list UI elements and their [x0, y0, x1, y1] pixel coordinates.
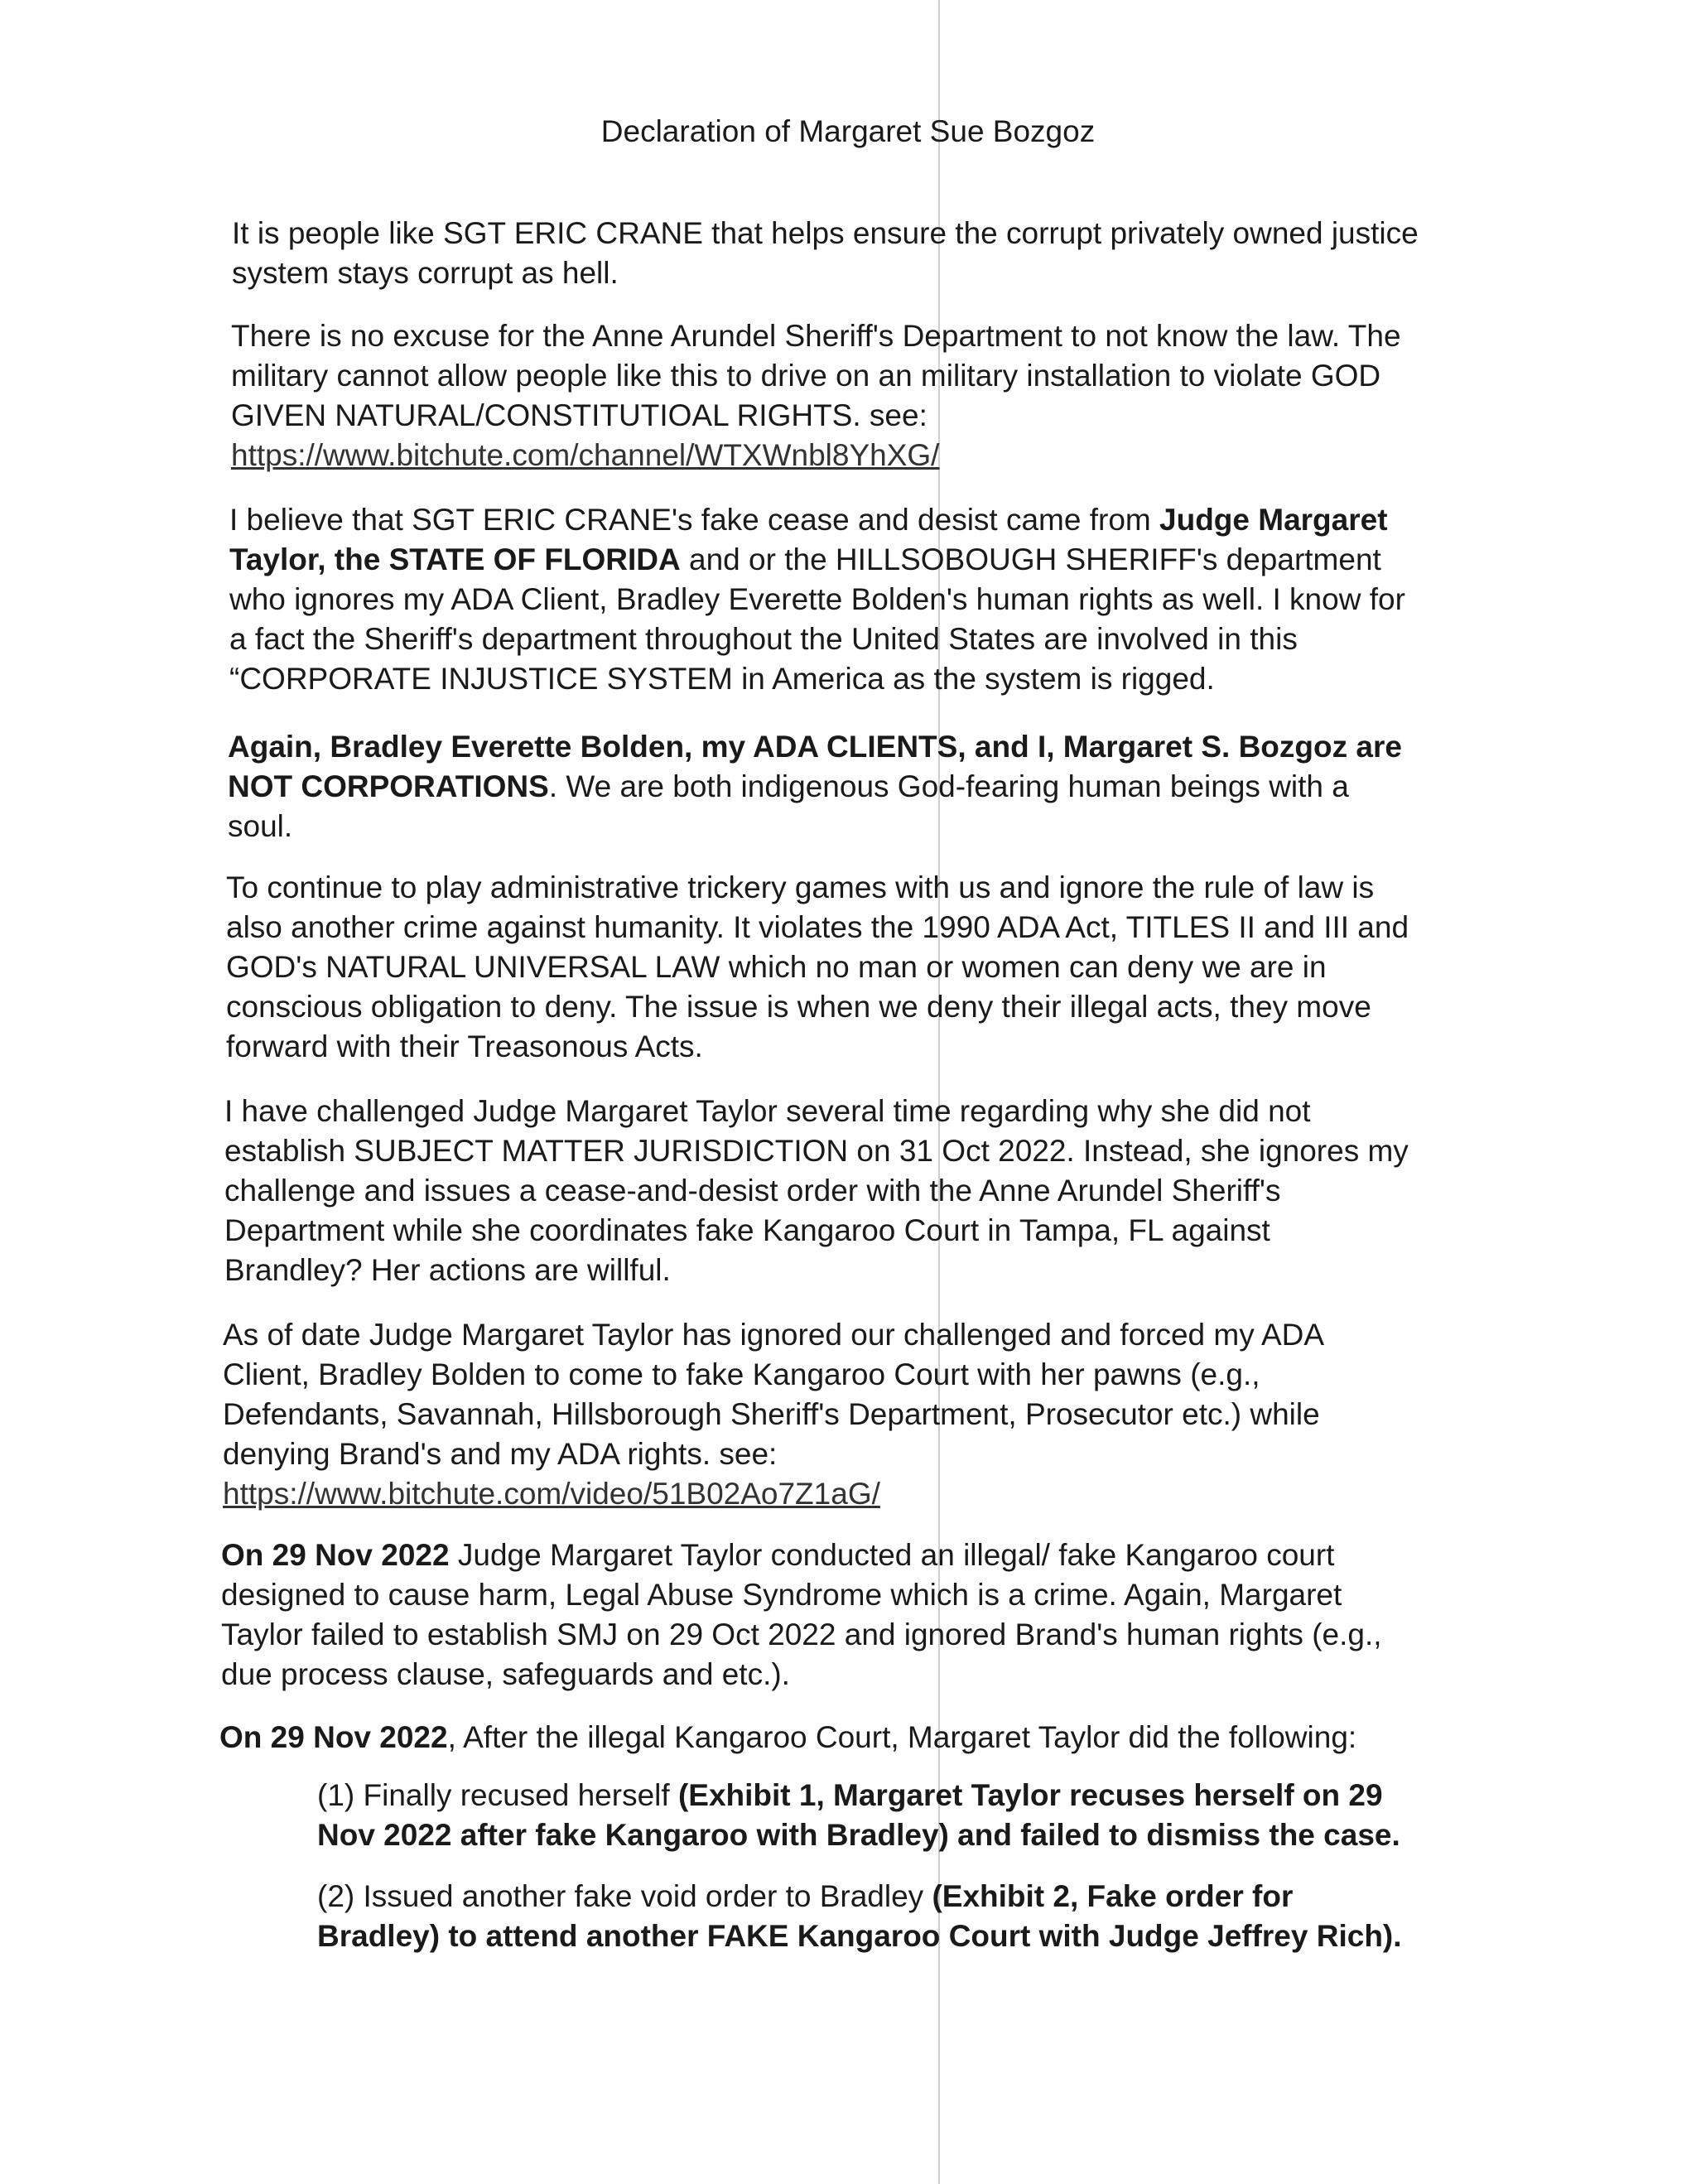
p4-line-2-text: . We are both indigenous God-fearing human beings with a	[548, 769, 1349, 803]
p3-line-1-text: I believe that SGT ERIC CRANE's fake cease and desist came from	[229, 503, 1160, 537]
p7-line-3: Defendants, Savannah, Hillsborough Sheriff's Department, Prosecutor etc.) while	[223, 1397, 1320, 1431]
item2-line-1-bold: (Exhibit 2, Fake order for	[932, 1879, 1294, 1913]
p4-line-1: Again, Bradley Everette Bolden, my ADA CLIENTS, and I, Margaret S. Bozgoz are	[228, 730, 1402, 764]
p7-line-2: Client, Bradley Bolden to come to fake Kangaroo Court with her pawns (e.g.,	[223, 1357, 1260, 1391]
p2-line-3: GIVEN NATURAL/CONSTITUTIOAL RIGHTS. see:	[231, 398, 928, 432]
p4-line-3: soul.	[228, 809, 293, 843]
p5-line-1: To continue to play administrative trickery games with us and ignore the rule of law is	[226, 870, 1375, 904]
paragraph-2	[231, 316, 1401, 475]
paragraph-6	[224, 1092, 1409, 1290]
p8-date: On 29 Nov 2022	[221, 1538, 450, 1572]
p5-line-2: also another crime against humanity. It violates the 1990 ADA Act, TITLES II and III and	[226, 910, 1409, 944]
p8-line-4: due process clause, safeguards and etc.).	[221, 1657, 790, 1691]
paragraph-9	[219, 1718, 1356, 1757]
p2-line-1: There is no excuse for the Anne Arundel Sheriff's Department to not know the law. The	[231, 319, 1401, 353]
p3-line-5: “CORPORATE INJUSTICE SYSTEM in America as the system is rigged.	[229, 662, 1215, 696]
p3-line-2-text: and or the HILLSOBOUGH SHERIFF's department	[680, 542, 1381, 576]
p2-line-2: military cannot allow people like this to drive on an military installation to violate GOD	[231, 359, 1381, 393]
p9-date: On 29 Nov 2022	[219, 1720, 448, 1754]
paragraph-4	[228, 727, 1402, 846]
document-title: Declaration of Margaret Sue Bozgoz	[600, 114, 1096, 148]
item2-line-2: Bradley) to attend another FAKE Kangaroo Court with Judge Jeffrey Rich).	[317, 1919, 1402, 1953]
paragraph-1	[232, 214, 1419, 293]
item2-line-1-text: (2) Issued another fake void order to Bradley	[317, 1879, 932, 1913]
p6-line-1: I have challenged Judge Margaret Taylor several time regarding why she did not	[224, 1094, 1311, 1128]
paragraph-8	[221, 1536, 1382, 1695]
p4-line-2-bold: NOT CORPORATIONS	[228, 769, 549, 803]
item1-line-1-text: (1) Finally recused herself	[317, 1778, 678, 1812]
p3-line-4: a fact the Sheriff's department throughout the United States are involved in this	[229, 622, 1298, 656]
p1-line-2: system stays corrupt as hell.	[232, 256, 619, 290]
p3-line-1-bold: Judge Margaret	[1159, 503, 1388, 537]
p6-line-5: Brandley? Her actions are willful.	[224, 1253, 671, 1287]
p8-line-2: designed to cause harm, Legal Abuse Syndrome which is a crime. Again, Margaret	[221, 1578, 1342, 1612]
paragraph-3	[229, 500, 1405, 699]
p5-line-5: forward with their Treasonous Acts.	[226, 1029, 703, 1063]
channel-link[interactable]: https://www.bitchute.com/channel/WTXWnbl8YhXG/	[231, 438, 940, 472]
video-link[interactable]: https://www.bitchute.com/video/51B02Ao7Z1aG/	[223, 1477, 880, 1511]
p9-line-1-text: , After the illegal Kangaroo Court, Margaret Taylor did the following:	[447, 1720, 1357, 1754]
p5-line-4: conscious obligation to deny. The issue is when we deny their illegal acts, they move	[226, 990, 1371, 1024]
p1-line-1: It is people like SGT ERIC CRANE that helps ensure the corrupt privately owned justice	[232, 216, 1419, 250]
p7-line-4: denying Brand's and my ADA rights. see:	[223, 1437, 778, 1471]
p8-line-3: Taylor failed to establish SMJ on 29 Oct 2022 and ignored Brand's human rights (e.g.,	[221, 1618, 1382, 1651]
p7-line-1: As of date Judge Margaret Taylor has ignored our challenged and forced my ADA	[223, 1318, 1325, 1352]
p3-line-3: who ignores my ADA Client, Bradley Everette Bolden's human rights as well. I know for	[229, 582, 1405, 616]
p3-line-2-bold: Taylor, the STATE OF FLORIDA	[229, 542, 681, 576]
list-item-2	[317, 1877, 1402, 1956]
item1-line-2: Nov 2022 after fake Kangaroo with Bradley) and failed to dismiss the case.	[317, 1818, 1400, 1852]
paragraph-7	[223, 1315, 1324, 1514]
paragraph-5	[226, 868, 1409, 1067]
p6-line-2: establish SUBJECT MATTER JURISDICTION on 31 Oct 2022. Instead, she ignores my	[224, 1134, 1409, 1168]
p6-line-4: Department while she coordinates fake Kangaroo Court in Tampa, FL against	[224, 1213, 1270, 1247]
item1-line-1-bold: (Exhibit 1, Margaret Taylor recuses herself on 29	[677, 1778, 1383, 1812]
list-item-1	[317, 1776, 1400, 1855]
p5-line-3: GOD's NATURAL UNIVERSAL LAW which no man or women can deny we are in	[226, 950, 1327, 984]
p8-line-1-text: Judge Margaret Taylor conducted an illegal/ fake Kangaroo court	[449, 1538, 1335, 1572]
p6-line-3: challenge and issues a cease-and-desist order with the Anne Arundel Sheriff's	[224, 1174, 1281, 1208]
